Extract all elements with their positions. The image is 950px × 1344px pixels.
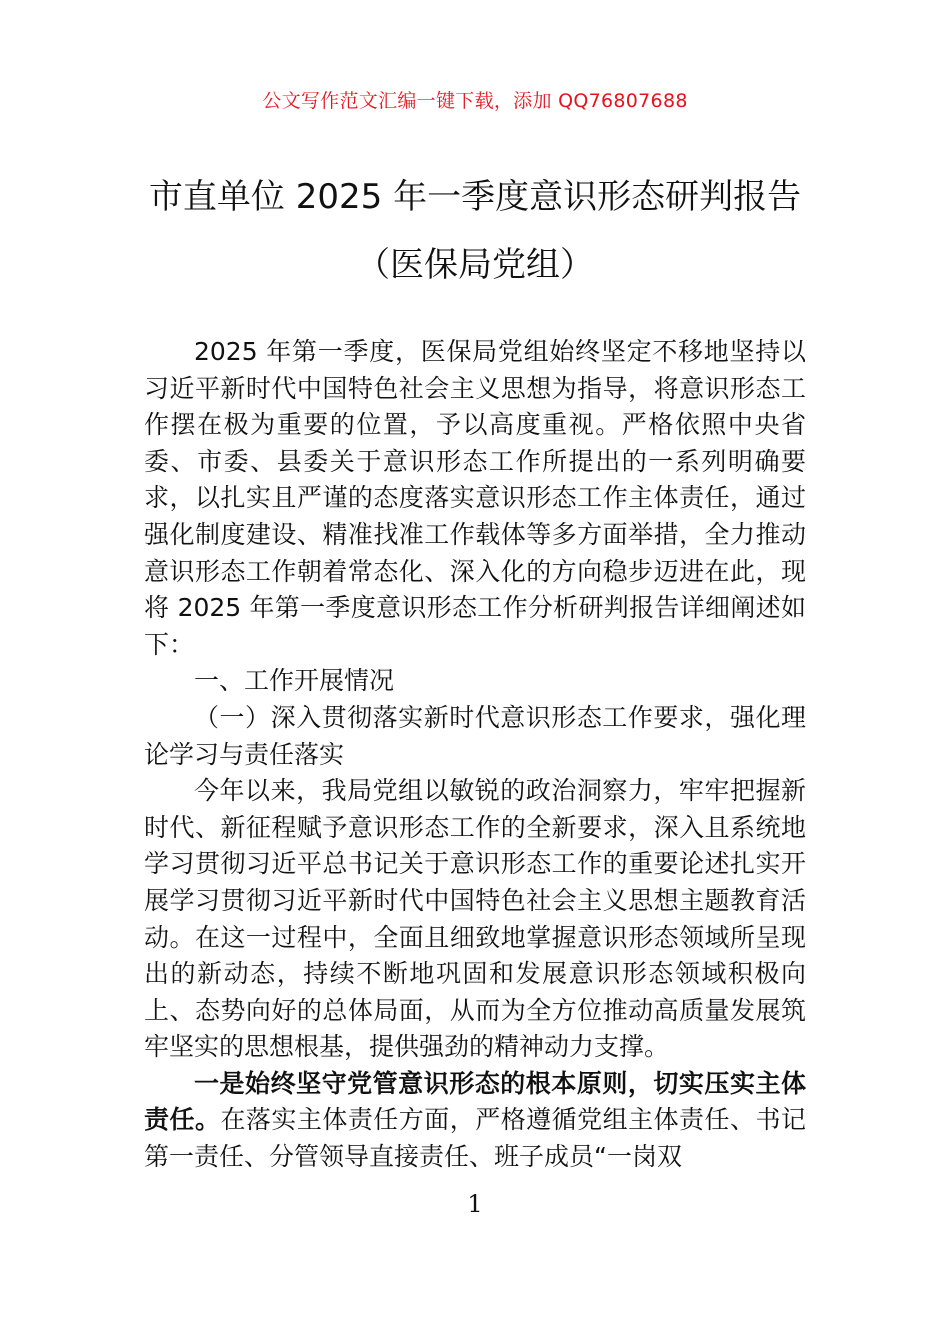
- document-subtitle: （医保局党组）: [356, 245, 594, 285]
- subsection-heading: （一）深入贯彻落实新时代意识形态工作要求，强化理论学习与责任落实: [144, 702, 806, 769]
- header-download-note: 公文写作范文汇编一键下载，添加 QQ76807688: [262, 90, 688, 112]
- intro-paragraph: 2025 年第一季度，医保局党组始终坚定不移地坚持以习近平新时代中国特色社会主义思想为指导，将意识形态工作摆在极为重要的位置，予以高度重视。严格依照中央省委、市委、县委关于意识形态工作所提出的一系列明确要求，以扎实且严谨的态度落实意识形态工作主体责任，通过强化制度建设、精准找准工作载体等多方面举措，全力推动意识形态工作朝着常态化、深入化的方向稳步迈进在此，现将 2025 年第一季度意识形态工作分析研判报告详细阐述如下：: [144, 337, 806, 659]
- document-title: 市直单位 2025 年一季度意识形态研判报告: [148, 177, 802, 217]
- paragraph-rest: 在落实主体责任方面，严格遵循党组主体责任、书记第一责任、分管领导直接责任、班子成员“一岗双: [144, 1105, 806, 1172]
- page-number: 1: [467, 1190, 483, 1218]
- document-body: [144, 334, 806, 1176]
- paragraph-lead-bold: 一是始终坚守党管意识形态的根本原则，切实压实主体责任。: [144, 1068, 806, 1135]
- body-paragraph: 今年以来，我局党组以敏锐的政治洞察力，牢牢把握新时代、新征程赋予意识形态工作的全新要求，深入且系统地学习贯彻习近平总书记关于意识形态工作的重要论述扎实开展学习贯彻习近平新时代中国特色社会主义思想主题教育活动。在这一过程中，全面且细致地掌握意识形态领域所呈现出的新动态，持续不断地巩固和发展意识形态领域积极向上、态势向好的总体局面，从而为全方位推动高质量发展筑牢坚实的思想根基，提供强劲的精神动力支撑。: [144, 776, 806, 1062]
- section-heading: 一、工作开展情况: [194, 666, 395, 696]
- body-paragraph-with-lead: [144, 1066, 806, 1176]
